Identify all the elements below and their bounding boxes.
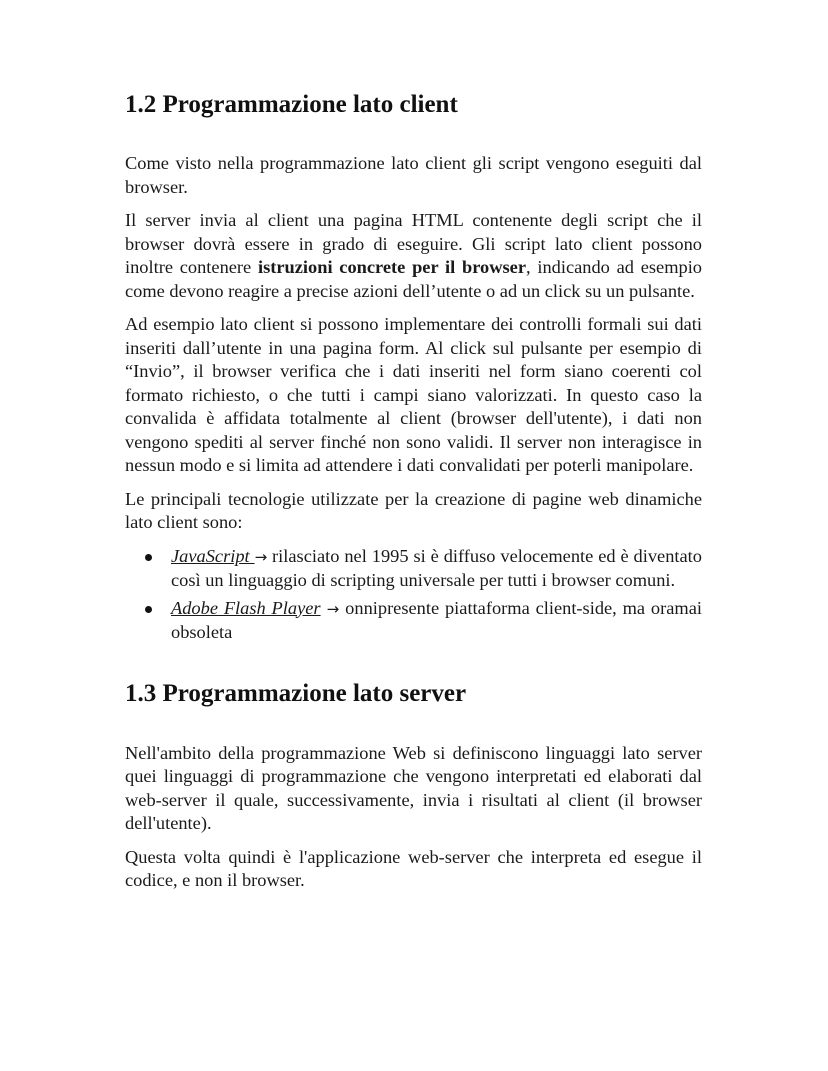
arrow-right-icon: → (254, 547, 268, 566)
document-page (125, 90, 702, 903)
paragraph-client-validation: Ad esempio lato client si possono implementare dei controlli formali sui dati inseriti dall’utente in una pagina form. Al click sul pulsante per esempio di “Invio”, il browser verifica che i dati inseriti nel form siano coerenti col formato richiesto, o che tutti i campi siano valorizzati. In questo caso la convalida è affidata totalmente al client (browser dell'utente), i dati non vengono spediti al server finché non sono validi. Il server non interagisce in nessun modo e si limita ad attendere i dati convalidati per poterli manipolare. (125, 314, 702, 475)
adobe-flash-player-link[interactable]: Adobe Flash Player (171, 597, 321, 618)
bold-phrase: istruzioni concrete per il browser (257, 257, 527, 277)
bullet-icon (145, 606, 152, 613)
section-heading-server: 1.3 Programmazione lato server (125, 679, 467, 707)
technology-list (125, 545, 702, 645)
list-item-text: rilasciato nel 1995 si è diffuso velocemente ed è diventato così un linguaggio di scripting universale per tutti i browser comuni. (171, 545, 702, 590)
section-heading-client: 1.2 Programmazione lato client (125, 91, 458, 118)
paragraph-client-html (125, 209, 702, 303)
bullet-icon (145, 554, 152, 561)
paragraph-text: , indicando ad esempio come devono reagire a precise azioni dell’utente o ad un click su un pulsante. (125, 257, 703, 301)
list-item (125, 545, 702, 593)
list-item-text: onnipresente piattaforma client-side, ma oramai obsoleta (171, 597, 702, 642)
paragraph-client-technologies: Le principali tecnologie utilizzate per la creazione di pagine web dinamiche lato client sono: (125, 488, 702, 532)
paragraph-server-definition: Nell'ambito della programmazione Web si definiscono linguaggi lato server quei linguaggi di programmazione che vengono interpretati ed elaborati dal web-server il quale, successivamente, invia i risultati al client (il browser dell'utente). (125, 742, 702, 833)
list-item (125, 597, 702, 645)
javascript-link[interactable]: JavaScript (171, 545, 255, 566)
paragraph-server-execution: Questa volta quindi è l'applicazione web-server che interpreta ed esegue il codice, e non il browser. (125, 846, 702, 890)
paragraph-client-intro: Come visto nella programmazione lato client gli script vengono eseguiti dal browser. (125, 153, 702, 197)
arrow-right-icon: → (320, 599, 346, 618)
paragraph-text: Il server invia al client una pagina HTML contenente degli script che il browser dovrà essere in grado di eseguire. Gli script lato client possono inoltre contenere (125, 210, 702, 277)
